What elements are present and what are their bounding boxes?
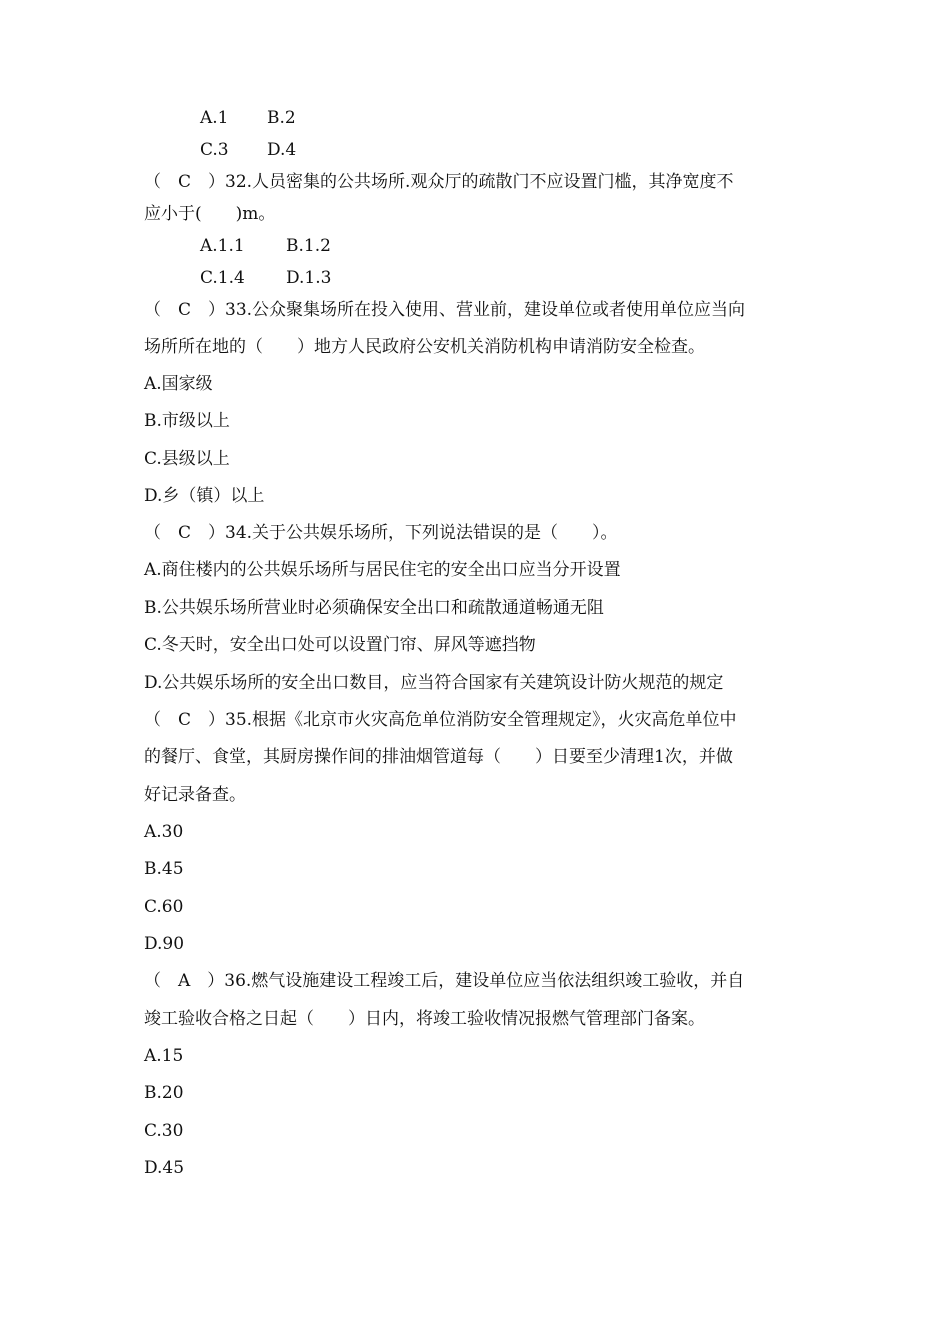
q34-option-d: D.公共娱乐场所的安全出口数目，应当符合国家有关建筑设计防火规范的规定 bbox=[144, 673, 724, 693]
q33-option-d: D.乡（镇）以上 bbox=[144, 486, 265, 506]
q32-options-row1 bbox=[200, 234, 331, 258]
q34-stem-line1: （ C ）34.关于公共娱乐场所，下列说法错误的是（ ）。 bbox=[144, 523, 618, 543]
q32-stem-line1: （ C ）32.人员密集的公共场所.观众厅的疏散门不应设置门槛，其净宽度不 bbox=[144, 172, 734, 192]
q35-stem-line1: （ C ）35.根据《北京市火灾高危单位消防安全管理规定》，火灾高危单位中 bbox=[144, 710, 737, 730]
q35-stem-line2: 的餐厅、食堂，其厨房操作间的排油烟管道每（ ）日要至少清理1次，并做 bbox=[144, 747, 733, 767]
q35-option-d: D.90 bbox=[144, 934, 185, 954]
q33-stem-line1: （ C ）33.公众聚集场所在投入使用、营业前，建设单位或者使用单位应当向 bbox=[144, 300, 746, 320]
q32-option-a: A.1.1 bbox=[200, 236, 245, 256]
q35-option-a: A.30 bbox=[144, 822, 184, 842]
q32-options-row2 bbox=[200, 266, 331, 290]
q31-options-row2 bbox=[200, 138, 296, 162]
q31-option-b: B.2 bbox=[267, 108, 296, 128]
q31-option-c: C.3 bbox=[200, 140, 229, 160]
q36-stem-line1: （ A ）36.燃气设施建设工程竣工后，建设单位应当依法组织竣工验收，并自 bbox=[144, 971, 745, 991]
q35-option-b: B.45 bbox=[144, 859, 184, 879]
q36-option-b: B.20 bbox=[144, 1083, 184, 1103]
q36-option-a: A.15 bbox=[144, 1046, 184, 1066]
q36-stem-line2: 竣工验收合格之日起（ ）日内，将竣工验收情况报燃气管理部门备案。 bbox=[144, 1009, 705, 1029]
q31-option-d: D.4 bbox=[267, 140, 297, 160]
q36-option-d: D.45 bbox=[144, 1158, 185, 1178]
q35-option-c: C.60 bbox=[144, 897, 184, 917]
q31-option-a: A.1 bbox=[200, 108, 229, 128]
q33-option-a: A.国家级 bbox=[144, 374, 213, 394]
q34-option-b: B.公共娱乐场所营业时必须确保安全出口和疏散通道畅通无阻 bbox=[144, 598, 604, 618]
q35-stem-line3: 好记录备查。 bbox=[144, 785, 246, 805]
q33-option-b: B.市级以上 bbox=[144, 411, 230, 431]
q32-option-d: D.1.3 bbox=[286, 268, 332, 288]
q33-stem-line2: 场所所在地的（ ）地方人民政府公安机关消防机构申请消防安全检查。 bbox=[144, 337, 705, 357]
q36-option-c: C.30 bbox=[144, 1121, 184, 1141]
q32-option-c: C.1.4 bbox=[200, 268, 245, 288]
q33-option-c: C.县级以上 bbox=[144, 449, 230, 469]
q32-stem-line2: 应小于( )m。 bbox=[144, 204, 276, 224]
q32-option-b: B.1.2 bbox=[286, 236, 331, 256]
q31-options-row1 bbox=[200, 106, 296, 130]
q34-option-a: A.商住楼内的公共娱乐场所与居民住宅的安全出口应当分开设置 bbox=[144, 560, 621, 580]
q34-option-c: C.冬天时，安全出口处可以设置门帘、屏风等遮挡物 bbox=[144, 635, 536, 655]
